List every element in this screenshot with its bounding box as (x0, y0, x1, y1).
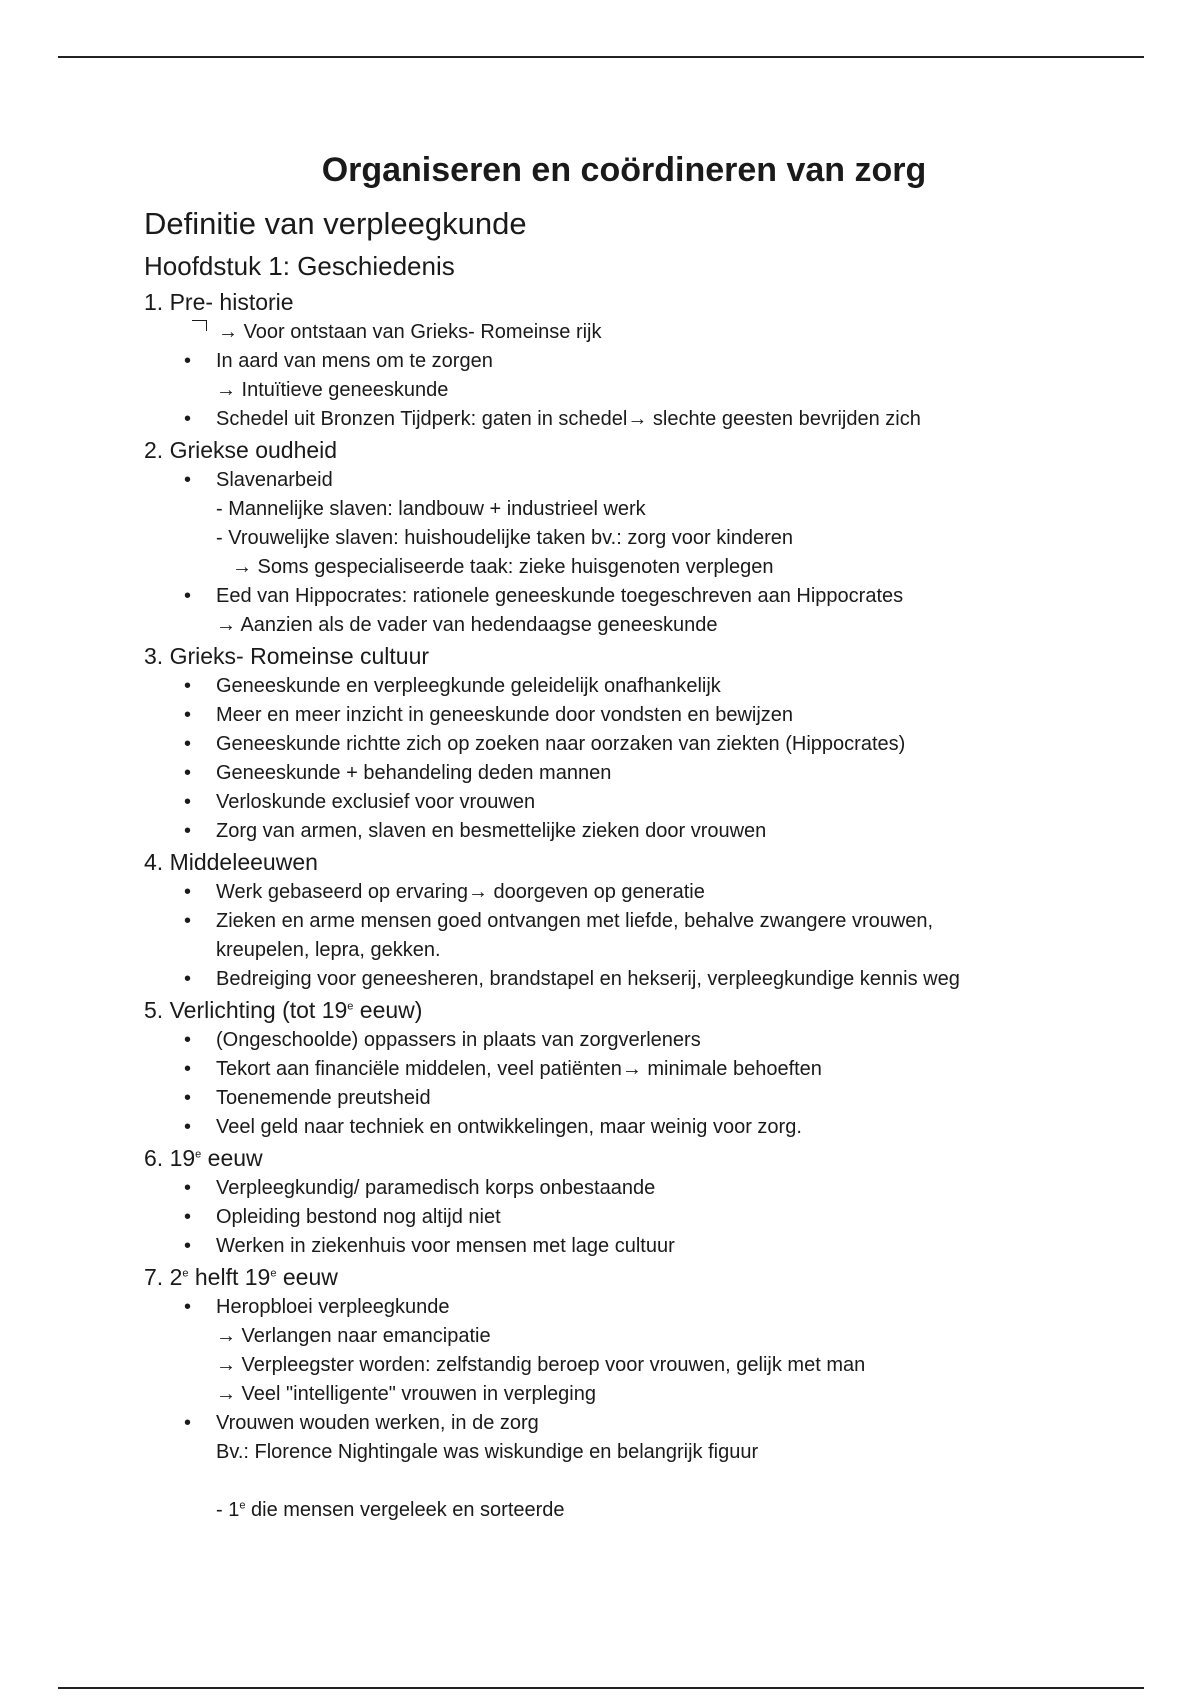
bullet-icon: • (184, 675, 192, 697)
list-item: • In aard van mens om te zorgen (144, 347, 1104, 376)
list-item: • Tekort aan financiële middelen, veel patiënten→ minimale behoeften (144, 1055, 1104, 1084)
section-intro: → Voor ontstaan van Grieks- Romeinse rijk (144, 318, 1104, 347)
bullet-icon: • (184, 350, 192, 372)
list-item: • Vrouwen wouden werken, in de zorg (144, 1409, 1104, 1438)
bullet-icon: • (184, 1029, 192, 1051)
list-subitem: - Vrouwelijke slaven: huishoudelijke taken bv.: zorg voor kinderen (216, 527, 793, 549)
bullet-icon: • (184, 408, 192, 430)
bullet-icon: • (184, 1235, 192, 1257)
bullet-icon: • (184, 1206, 192, 1228)
list-subitem: Bv.: Florence Nightingale was wiskundige en belangrijk figuur (216, 1441, 759, 1463)
bullet-icon: • (184, 733, 192, 755)
bullet-icon: • (184, 881, 192, 903)
list-subitem: → Veel "intelligente" vrouwen in verpleging (216, 1383, 596, 1405)
section-heading: 4. Middeleeuwen (144, 849, 318, 875)
list-item: • Werk gebaseerd op ervaring→ doorgeven op generatie (144, 878, 1104, 907)
list-subitem: → Verlangen naar emancipatie (216, 1325, 491, 1347)
section-heading: 1. Pre- historie (144, 289, 294, 315)
list-item: • Slavenarbeid (144, 466, 1104, 495)
list-item: • Veel geld naar techniek en ontwikkelingen, maar weinig voor zorg. (144, 1113, 1104, 1142)
list-item: • Zorg van armen, slaven en besmettelijke zieken door vrouwen (144, 817, 1104, 846)
list-item: • Toenemende preutsheid (144, 1084, 1104, 1113)
list-subitem: kreupelen, lepra, gekken. (216, 939, 441, 961)
list-subitem: - 1e die mensen vergeleek en sorteerde (216, 1499, 565, 1521)
bullet-icon: • (184, 762, 192, 784)
bullet-icon: • (184, 1087, 192, 1109)
list-item: • Meer en meer inzicht in geneeskunde door vondsten en bewijzen (144, 701, 1104, 730)
heading-definition: Definitie van verpleegkunde (144, 206, 527, 241)
section-heading: 7. 2e helft 19e eeuw (144, 1264, 338, 1290)
section-heading: 3. Grieks- Romeinse cultuur (144, 643, 430, 669)
list-subitem: - Mannelijke slaven: landbouw + industrieel werk (216, 498, 646, 520)
bullet-icon: • (184, 791, 192, 813)
bullet-icon: • (184, 585, 192, 607)
bullet-icon: • (184, 1412, 192, 1434)
list-item: • Geneeskunde en verpleegkunde geleidelijk onafhankelijk (144, 672, 1104, 701)
section-heading: 2. Griekse oudheid (144, 437, 338, 463)
bullet-icon: • (184, 1296, 192, 1318)
document-body (144, 148, 1104, 1525)
bullet-icon: • (184, 1058, 192, 1080)
bullet-icon: • (184, 1177, 192, 1199)
bottom-rule (58, 1687, 1144, 1689)
bullet-icon: • (184, 1116, 192, 1138)
list-item: • Geneeskunde richtte zich op zoeken naar oorzaken van ziekten (Hippocrates) (144, 730, 1104, 759)
list-item: • Werken in ziekenhuis voor mensen met lage cultuur (144, 1232, 1104, 1261)
section-heading: 5. Verlichting (tot 19e eeuw) (144, 997, 423, 1023)
bullet-icon: • (184, 704, 192, 726)
bullet-icon: • (184, 469, 192, 491)
list-item: • Verloskunde exclusief voor vrouwen (144, 788, 1104, 817)
bullet-icon: • (184, 820, 192, 842)
bullet-icon: • (184, 910, 192, 932)
list-subitem: → Verpleegster worden: zelfstandig beroep voor vrouwen, gelijk met man (216, 1354, 866, 1376)
elbow-arrow-icon (192, 324, 214, 338)
list-item: • Zieken en arme mensen goed ontvangen met liefde, behalve zwangere vrouwen, (144, 907, 1104, 936)
list-item: • Heropbloei verpleegkunde (144, 1293, 1104, 1322)
list-item: • Bedreiging voor geneesheren, brandstapel en hekserij, verpleegkundige kennis weg (144, 965, 1104, 994)
document-title: Organiseren en coördineren van zorg (321, 151, 927, 189)
list-subitem: → Intuïtieve geneeskunde (216, 379, 449, 401)
list-item: • Eed van Hippocrates: rationele geneeskunde toegeschreven aan Hippocrates (144, 582, 1104, 611)
list-item: • Opleiding bestond nog altijd niet (144, 1203, 1104, 1232)
list-item: • Verpleegkundig/ paramedisch korps onbestaande (144, 1174, 1104, 1203)
bullet-icon: • (184, 968, 192, 990)
heading-chapter: Hoofdstuk 1: Geschiedenis (144, 251, 455, 281)
list-subitem: → Aanzien als de vader van hedendaagse geneeskunde (216, 614, 718, 636)
list-item: • (Ongeschoolde) oppassers in plaats van zorgverleners (144, 1026, 1104, 1055)
list-item: • Schedel uit Bronzen Tijdperk: gaten in schedel→ slechte geesten bevrijden zich (144, 405, 1104, 434)
section-heading: 6. 19e eeuw (144, 1145, 263, 1171)
top-rule (58, 56, 1144, 58)
list-item: • Geneeskunde + behandeling deden mannen (144, 759, 1104, 788)
list-subitem: → Soms gespecialiseerde taak: zieke huisgenoten verplegen (232, 556, 774, 578)
